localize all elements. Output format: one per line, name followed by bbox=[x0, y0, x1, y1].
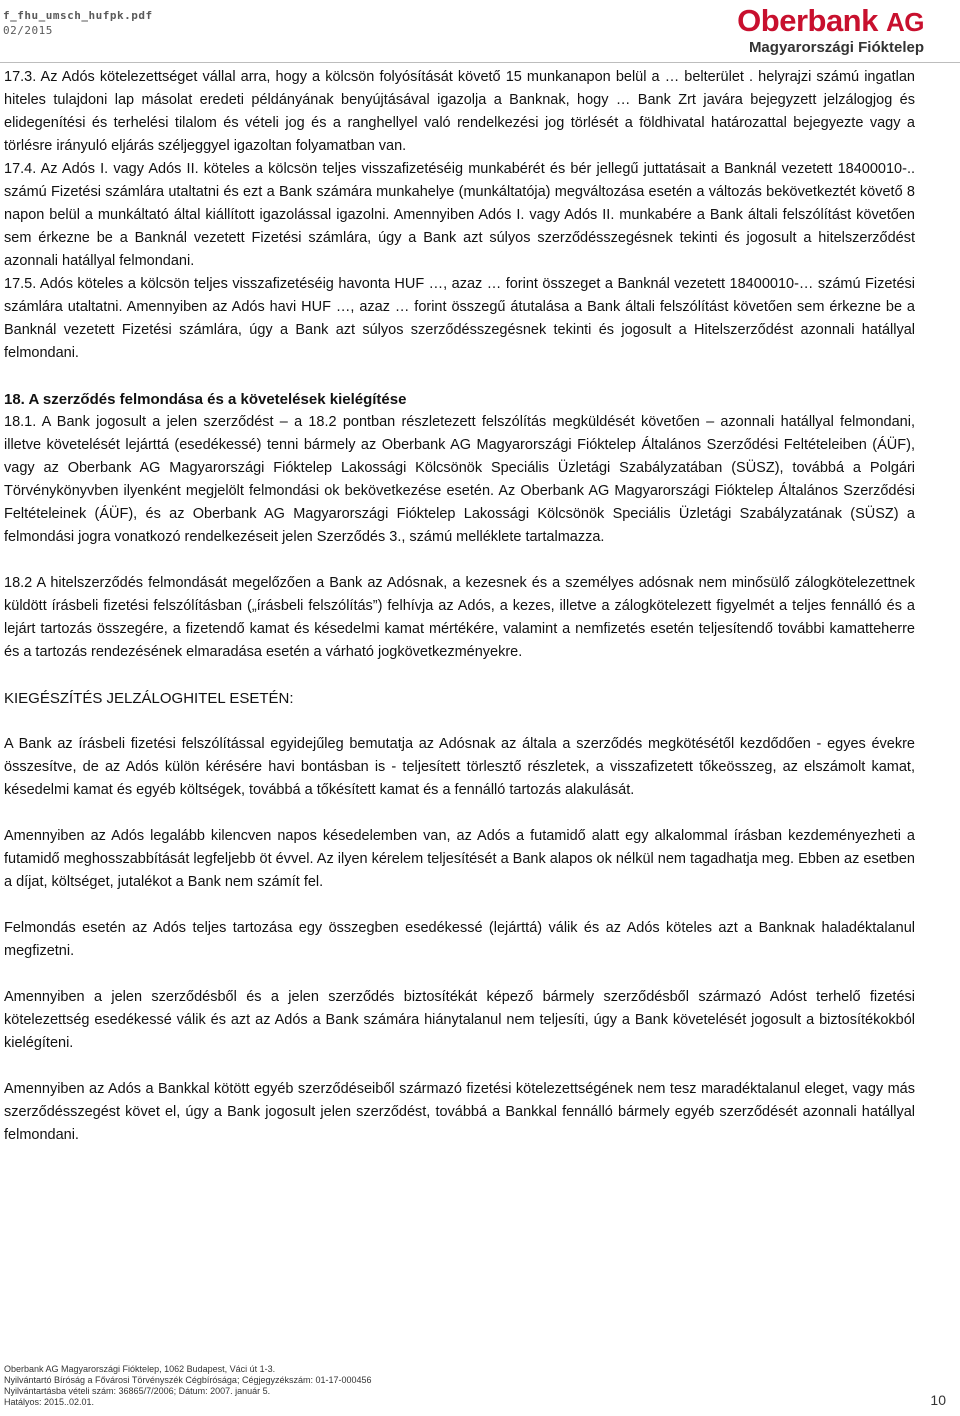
spacer bbox=[4, 894, 915, 917]
document-body bbox=[4, 66, 915, 1147]
footer-effective-date: Hatályos: 2015..02.01. bbox=[4, 1397, 95, 1407]
oberbank-logo bbox=[737, 4, 924, 57]
spacer bbox=[4, 1055, 915, 1078]
paragraph-18-1: 18.1. A Bank jogosult a jelen szerződést – a 18.2 pontban részletezett felszólítás megküldését követően – azonnali hatállyal felmondani, illetve követelését lejárttá (esedékessé) tenni bármely az Oberbank AG Magyarországi Fióktelep Általános Szerződési Feltételeiben (ÁÜF), vagy az Oberbank AG Magyarországi Fióktelep Lakossági Kölcsönök Speciális Üzletági Szabályzatában (SÜSZ), továbbá a Polgári Törvénykönyvben ilyenként megjelölt felmondási ok bekövetkezése esetén. Az Oberbank AG Magyarországi Fióktelep Általános Szerződési Feltételeinek (ÁÜF), és az Oberbank AG Magyarországi Fióktelep Lakossági Kölcsönök Speciális Üzletági Szabályzatának (SÜSZ) a felmondási jogra vonatkozó rendelkezéseit jelen Szerződés 3., számú melléklete tartalmazza. bbox=[4, 414, 915, 545]
spacer bbox=[4, 710, 915, 733]
supplement-heading: KIEGÉSZÍTÉS JELZÁLOGHITEL ESETÉN: bbox=[4, 690, 294, 707]
document-header-info bbox=[3, 8, 153, 38]
header-divider bbox=[0, 62, 960, 63]
spacer bbox=[4, 802, 915, 825]
logo-brand-name: Oberbank bbox=[737, 3, 878, 38]
logo-subtitle: Magyarországi Fióktelep bbox=[748, 39, 924, 56]
paragraph-collateral: Amennyiben a jelen szerződésből és a jelen szerződés biztosítékát képező bármely szerződésből származó Adóst terhelő fizetési kötelezettség esedékessé válik és azt az Adós a Bank számára hiánytalanul nem teljesíti, úgy a Bank követelését jogosult a biztosítékokból kielégíteni. bbox=[4, 989, 915, 1051]
page-number: 10 bbox=[930, 1392, 946, 1408]
logo-brand bbox=[737, 4, 924, 39]
paragraph-supplement-2: Amennyiben az Adós legalább kilencven napos késedelemben van, az Adós a futamidő alatt egy alkalommal írásban kezdeményezheti a futamidő meghosszabbítását legfeljebb öt évvel. Az ilyen kérelem teljesítését a Bank alapos ok nélkül nem tagadhatja meg. Ebben az esetben a díjat, költséget, jutalékot a Bank nem számít fel. bbox=[4, 828, 915, 890]
paragraph-supplement-1: A Bank az írásbeli fizetési felszólítással egyidejűleg bemutatja az Adósnak az általa a szerződés megkötésétől kezdődően - egyes évekre összesítve, de az Adós külön kérésére havi bontásban is - teljesített törlesztő részletek, a visszafizetett tőkeösszeg, az elszámolt kamat, késedelmi kamat és egyéb költségek, továbbá a tőkésített kamat és a fennálló tartozás alakulását. bbox=[4, 736, 915, 798]
logo-brand-ag: AG bbox=[886, 7, 924, 37]
paragraph-termination: Felmondás esetén az Adós teljes tartozása egy összegben esedékessé (lejárttá) válik és az Adós köteles azt a Banknak haladéktalanul megfizetni. bbox=[4, 920, 915, 959]
paragraph-17-4: 17.4. Az Adós I. vagy Adós II. köteles a kölcsön teljes visszafizetéséig munkabérét és bér jellegű juttatásait a Banknál vezetett 18400010-.. számú Fizetési számlára utaltatni és ezt a Bank számára munkahelye (munkáltatója) megváltozása esetén a változás bekövetkeztét követő 8 napon belül a munkáltató által kiállított igazolással igazolni. Amennyiben Adós I. vagy Adós II. munkabére a Bank általi felszólítást követően sem érkezne be a Banknál vezetett Fizetési számlára, úgy a Bank azt súlyos szerződésszegésnek tekinti és jogosult a hitelszerződést azonnali hatállyal felmondani. bbox=[4, 161, 915, 269]
spacer bbox=[4, 963, 915, 986]
paragraph-cross-default: Amennyiben az Adós a Bankkal kötött egyéb szerződéseiből származó fizetési kötelezettségének nem tesz maradéktalanul eleget, vagy más szerződésszegést követ el, úgy a Bank jogosult jelen szerződést, továbbá a Bankkal fennálló bármely egyéb szerződését azonnali hatállyal felmondani. bbox=[4, 1081, 915, 1143]
footer-address: Oberbank AG Magyarországi Fióktelep, 1062 Budapest, Váci út 1-3. bbox=[4, 1364, 276, 1374]
document-filename: f_fhu_umsch_hufpk.pdf bbox=[3, 9, 153, 22]
spacer bbox=[4, 549, 915, 572]
section-18-heading: 18. A szerződés felmondása és a követelések kielégítése bbox=[4, 391, 407, 408]
spacer bbox=[4, 365, 915, 388]
document-date: 02/2015 bbox=[3, 24, 53, 37]
footer-registration: Nyilvántartásba vételi szám: 36865/7/2006; Dátum: 2007. január 5. bbox=[4, 1386, 271, 1396]
spacer bbox=[4, 664, 915, 687]
paragraph-18-2: 18.2 A hitelszerződés felmondását megelőzően a Bank az Adósnak, a kezesnek és a személyes adósnak nem minősülő zálogkötelezettnek küldött írásbeli fizetési felszólításban („írásbeli felszólítás”) felhívja az Adós, a kezes, illetve a zálogkötelezett figyelmét a teljes fennálló és a lejárt tartozás összegére, a fizetendő kamat és késedelmi kamat mértékére, valamint a nemfizetés esetén teljesítendő további kamatteherre és a tartozás rendezésének elmaradása esetén a várható jogkövetkezményekre. bbox=[4, 575, 915, 660]
paragraph-17-5: 17.5. Adós köteles a kölcsön teljes visszafizetéséig havonta HUF …, azaz … forint összeget a Banknál vezetett 18400010-… számú Fizetési számlára utaltatni. Amennyiben az Adós havi HUF …, azaz … forint összegű átutalása a Bank általi felszólítást követően sem érkezne be a Banknál vezetett Fizetési számlára, úgy a Bank azt súlyos szerződésszegésnek tekinti és jogosult a Hitelszerződést azonnali hatállyal felmondani. bbox=[4, 276, 915, 361]
footer-court: Nyilvántartó Bíróság a Fővárosi Törvényszék Cégbírósága; Cégjegyzékszám: 01-17-000456 bbox=[4, 1375, 372, 1385]
paragraph-17-3: 17.3. Az Adós kötelezettséget vállal arra, hogy a kölcsön folyósítását követő 15 munkanapon belül a … belterület . helyrajzi számú ingatlan hiteles tulajdoni lap másolat eredeti példányának benyújtásával igazolja a Banknak, hogy … Bank Zrt javára bejegyzett jelzálogjog és elidegenítési és terhelési tilalom és vételi jog és a ranghellyel való rendelkezési jog törlését a földhivatal határozattal bejegyezte vagy a törlésre irányuló eljárás széljeggyel igazoltan folyamatban van. bbox=[4, 69, 915, 154]
document-footer bbox=[4, 1364, 372, 1408]
